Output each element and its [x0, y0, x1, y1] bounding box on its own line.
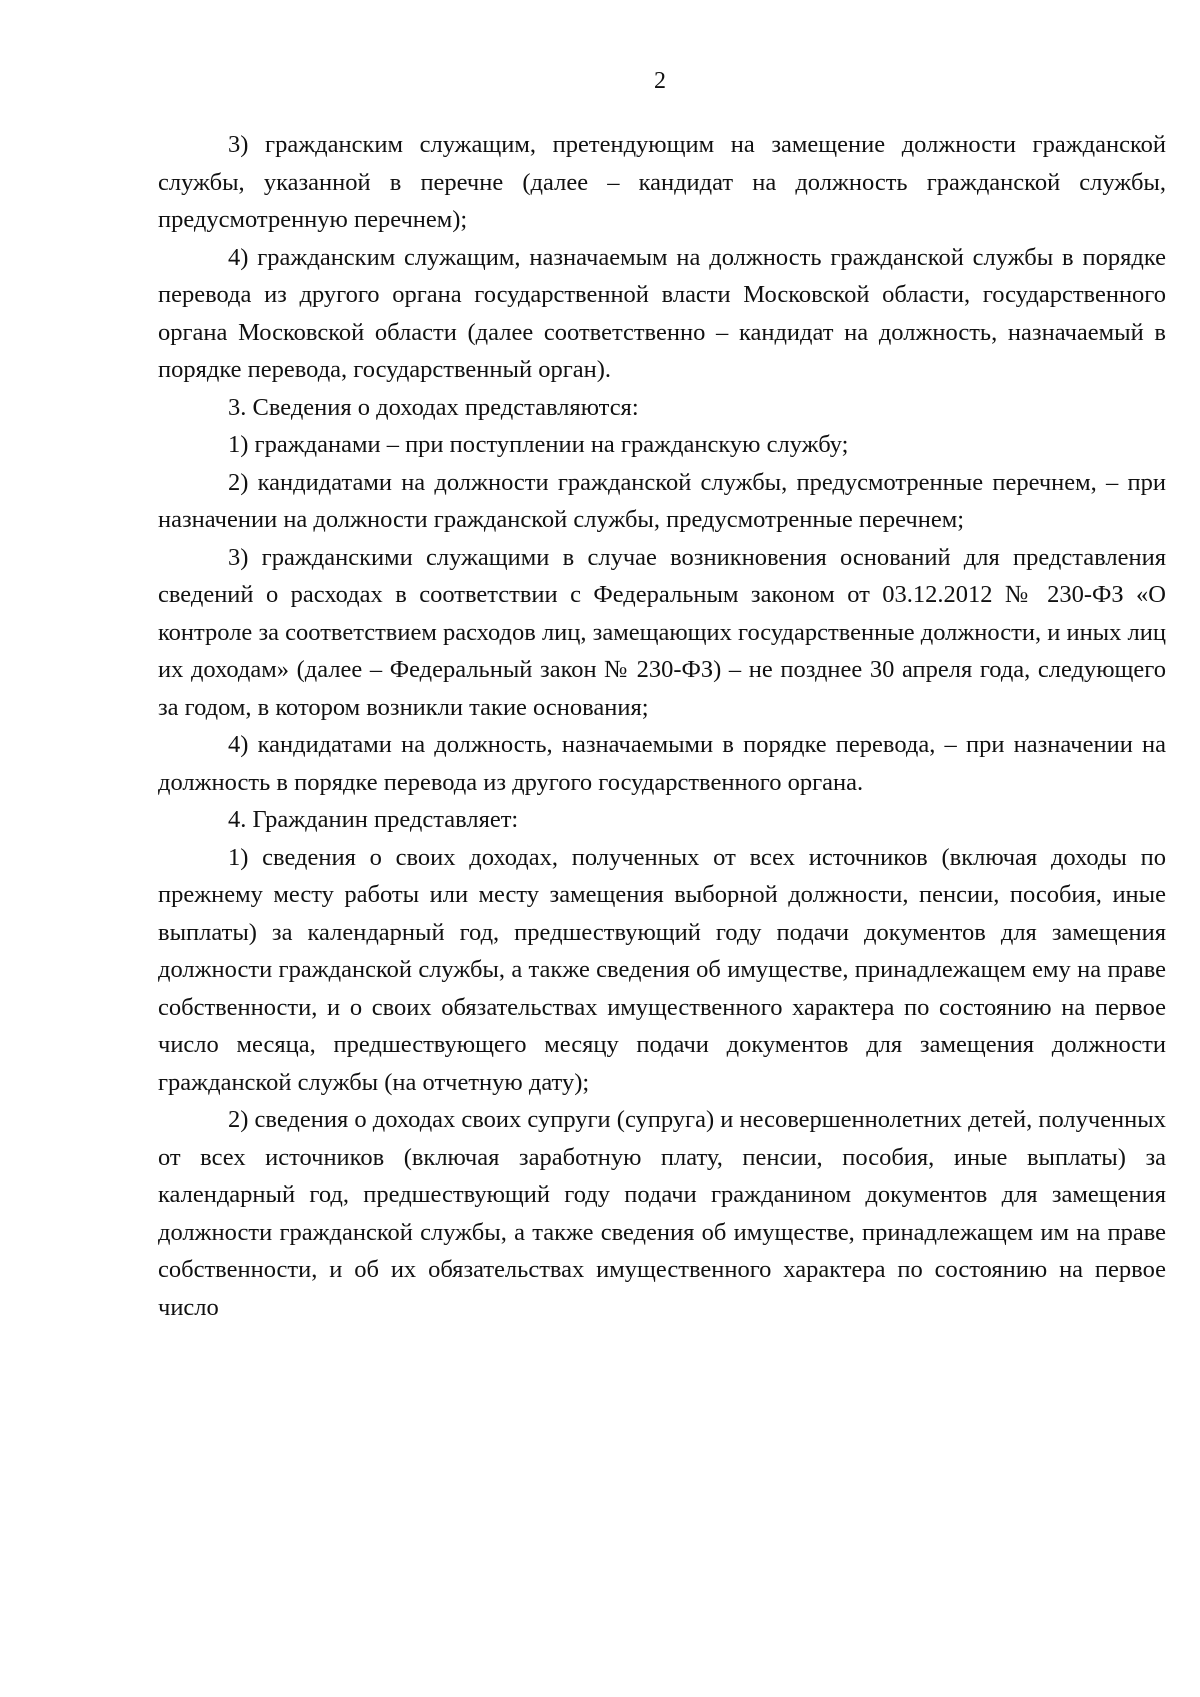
paragraph: 3) гражданскими служащими в случае возникновения оснований для представления сведений о расходах в соответствии с Федеральным законом от 03.12.2012 № 230-ФЗ «О контроле за соответствием расходов лиц, замещающих государственные должности, и иных лиц их доходам» (далее – Федеральный закон № 230-ФЗ) – не позднее 30 апреля года, следующего за годом, в котором возникли такие основания; [158, 543, 1166, 721]
paragraph: 4) гражданским служащим, назначаемым на должность гражданской службы в порядке перевода из другого органа государственной власти Московской области, государственного органа Московской области (далее соответственно – кандидат на должность, назначаемый в порядке перевода, государственный орган). [158, 243, 1166, 383]
paragraph: 3) гражданским служащим, претендующим на замещение должности гражданской службы, указанной в перечне (далее – кандидат на должность гражданской службы, предусмотренную перечнем); [158, 131, 1166, 233]
paragraph: 2) сведения о доходах своих супруги (супруга) и несовершеннолетних детей, полученных от всех источников (включая заработную плату, пенсии, пособия, иные выплаты) за календарный год, предшествующий году подачи гражданином документов для замещения должности гражданской службы, а также сведения об имуществе, принадлежащем им на праве собственности, и об их обязательствах имущественного характера по состоянию на первое число [158, 1106, 1166, 1321]
paragraph: 3. Сведения о доходах представляются: [228, 393, 639, 421]
paragraph: 2) кандидатами на должности гражданской службы, предусмотренные перечнем, – при назначении на должности гражданской службы, предусмотренные перечнем; [158, 468, 1166, 533]
paragraph: 1) сведения о своих доходах, полученных от всех источников (включая доходы по прежнему месту работы или месту замещения выборной должности, пенсии, пособия, иные выплаты) за календарный год, предшествующий году подачи документов для замещения должности гражданской службы, а также сведения об имуществе, принадлежащем ему на праве собственности, и о своих обязательствах имущественного характера по состоянию на первое число месяца, предшествующего месяцу подачи документов для замещения должности гражданской службы (на отчетную дату); [158, 843, 1166, 1096]
paragraph: 4) кандидатами на должность, назначаемыми в порядке перевода, – при назначении на должность в порядке перевода из другого государственного органа. [158, 731, 1166, 796]
document-body [158, 126, 1166, 1326]
paragraph: 4. Гражданин представляет: [228, 806, 519, 833]
page-number: 2 [654, 68, 666, 94]
paragraph: 1) гражданами – при поступлении на гражданскую службу; [228, 431, 849, 458]
